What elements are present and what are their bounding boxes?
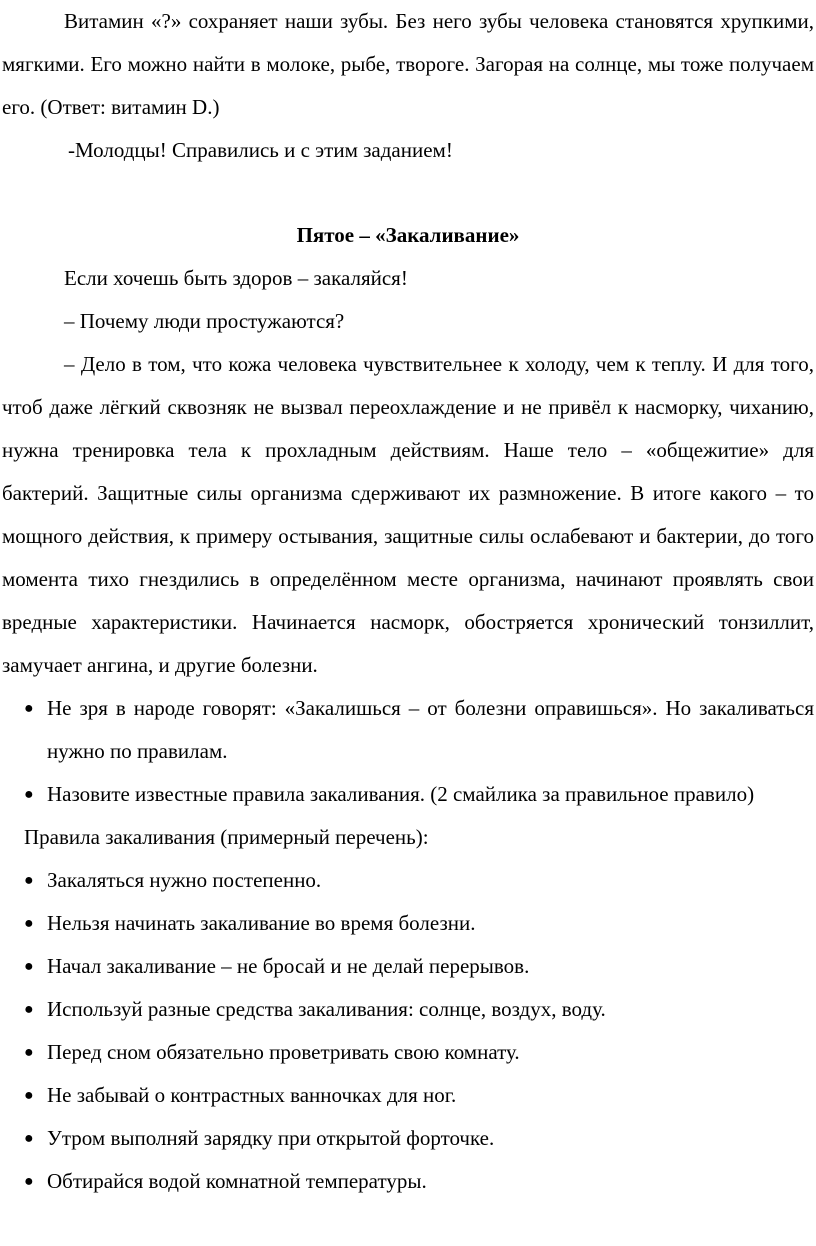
- list-item: [0, 1117, 816, 1160]
- list-item: [0, 945, 816, 988]
- list-item-text: Не зря в народе говорят: «Закалишься – от болезни оправишься». Но закаливаться нужно по правилам.: [47, 696, 814, 763]
- list-item-text: Утром выполняй зарядку при открытой форточке.: [47, 1126, 495, 1150]
- list-item: [0, 988, 816, 1031]
- list-item: [0, 687, 816, 773]
- bullet-icon: ●: [24, 786, 34, 803]
- list-item: [0, 902, 816, 945]
- list-item-text: Обтирайся водой комнатной температуры.: [47, 1169, 427, 1193]
- list-item: [0, 773, 816, 816]
- section-answer: – Дело в том, что кожа человека чувствительнее к холоду, чем к теплу. И для того, чтоб даже лёгкий сквозняк не вызвал переохлаждение и не привёл к насморку, чиханию, нужна тренировка тела к прохладным действиям. Наше тело – «общежитие» для бактерий. Защитные силы организма сдерживают их размножение. В итоге какого – то мощного действия, к примеру остывания, защитные силы ослабевают и бактерии, до того момента тихо гнездились в определённом месте организма, начинают проявлять свои вредные характеристики. Начинается насморк, обостряется хронический тонзиллит, замучает ангина, и другие болезни.: [2, 352, 814, 677]
- bullet-icon: ●: [24, 1044, 34, 1061]
- list-item: [0, 859, 816, 902]
- bullet-icon: ●: [24, 958, 34, 975]
- section-question: – Почему люди простужаются?: [64, 309, 345, 333]
- bullet-icon: ●: [24, 1087, 34, 1104]
- bullet-icon: ●: [24, 1001, 34, 1018]
- list-item-text: Назовите известные правила закаливания. (2 смайлика за правильное правило): [47, 782, 755, 806]
- praise-line: -Молодцы! Справились и с этим заданием!: [68, 138, 453, 162]
- list-item: [0, 1074, 816, 1117]
- list-item-text: Используй разные средства закаливания: солнце, воздух, воду.: [47, 997, 606, 1021]
- list-item: [0, 1031, 816, 1074]
- list-item-text: Перед сном обязательно проветривать свою комнату.: [47, 1040, 520, 1064]
- list-item-text: Не забывай о контрастных ванночках для ног.: [47, 1083, 457, 1107]
- task-bullet-list: [0, 687, 816, 816]
- vitamin-paragraph: Витамин «?» сохраняет наши зубы. Без него зубы человека становятся хрупкими, мягкими. Его можно найти в молоке, рыбе, твороге. Загорая на солнце, мы тоже получаем его. (Ответ: витамин D.): [2, 9, 814, 119]
- section-motto: Если хочешь быть здоров – закаляйся!: [64, 266, 408, 290]
- list-item-text: Нельзя начинать закаливание во время болезни.: [47, 911, 476, 935]
- section-title: Пятое – «Закаливание»: [296, 223, 520, 247]
- list-item-text: Начал закаливание – не бросай и не делай перерывов.: [47, 954, 530, 978]
- bullet-icon: ●: [24, 1130, 34, 1147]
- rules-list: [0, 859, 816, 1203]
- section-spacer: [0, 172, 816, 214]
- bullet-icon: ●: [24, 872, 34, 889]
- bullet-icon: ●: [24, 1173, 34, 1190]
- list-item: [0, 1160, 816, 1203]
- bullet-icon: ●: [24, 700, 34, 717]
- bullet-icon: ●: [24, 915, 34, 932]
- rules-heading: Правила закаливания (примерный перечень):: [24, 825, 429, 849]
- list-item-text: Закаляться нужно постепенно.: [47, 868, 322, 892]
